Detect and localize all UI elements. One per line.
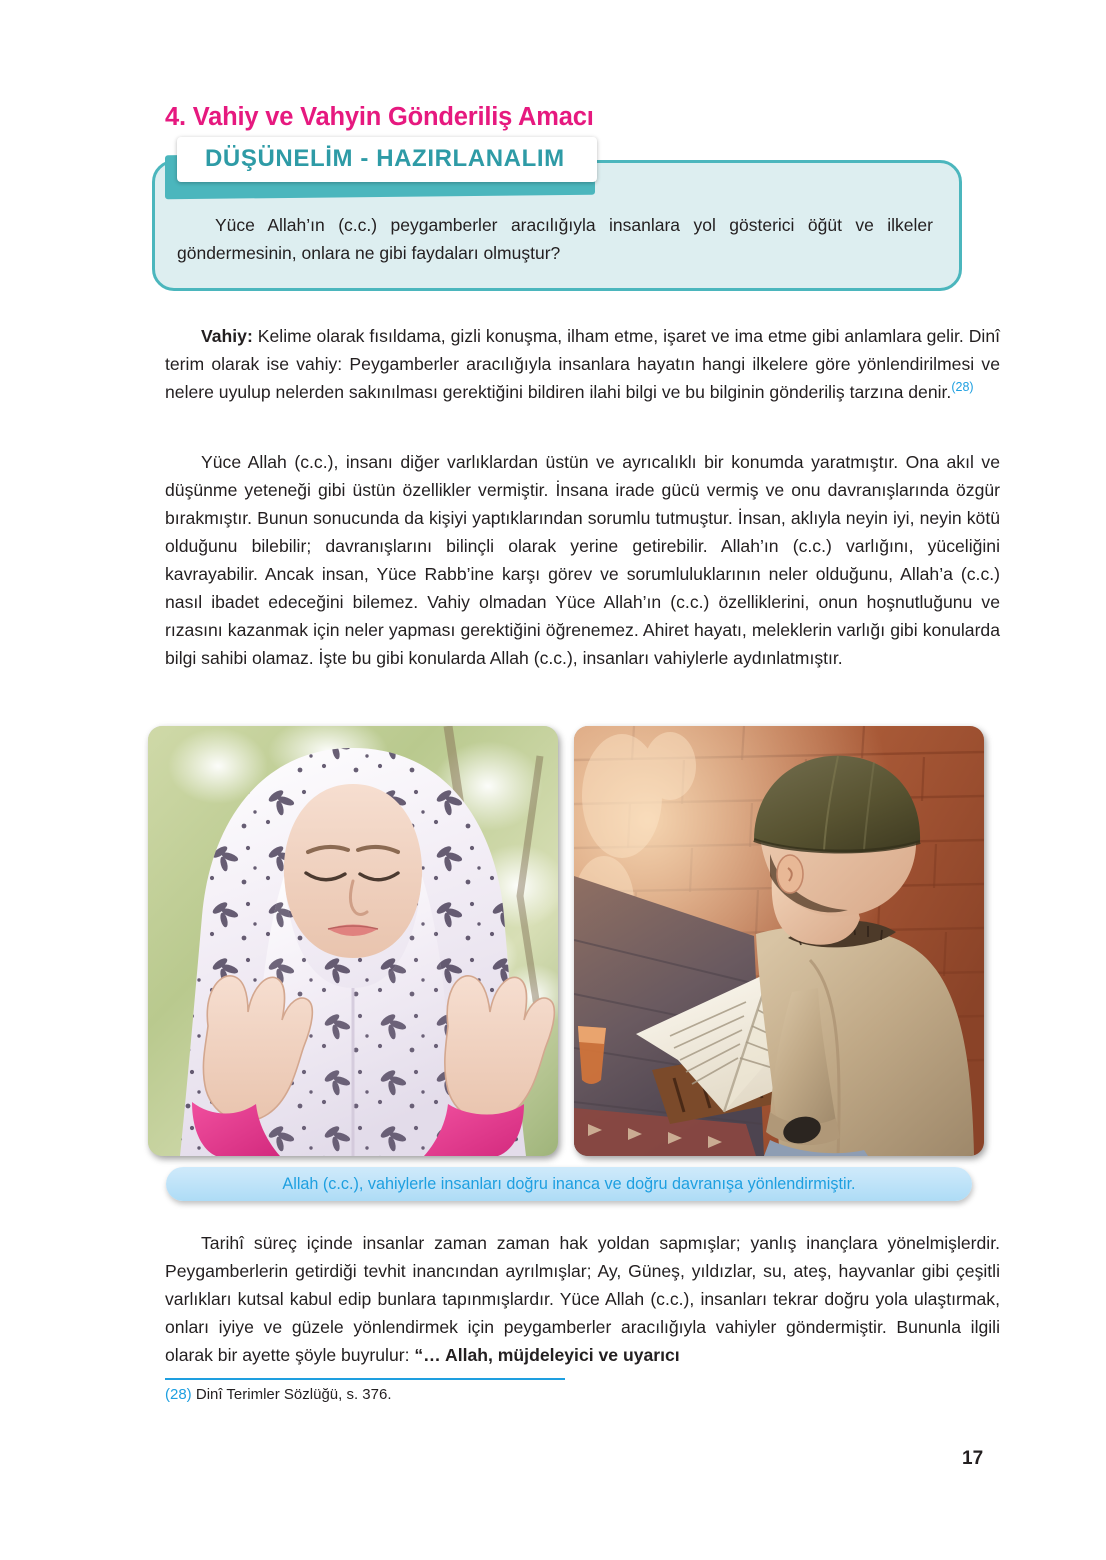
page-number: 17: [962, 1448, 984, 1469]
footnote-divider: [165, 1378, 565, 1380]
footnote-number: (28): [165, 1386, 192, 1403]
think-prepare-label-text: DÜŞÜNELİM - HAZIRLANALIM: [205, 145, 565, 172]
photo-girl-praying-graphic: [148, 726, 558, 1156]
footnote-reference-28[interactable]: (28): [951, 380, 974, 395]
photo-boy-reading-quran-graphic: [574, 726, 984, 1156]
paragraph-history-of-revelation: [165, 1229, 1000, 1369]
figure-caption-text: Allah (c.c.), vahiylerle insanları doğru inanca ve doğru davranışa yönlendirmiştir.: [282, 1174, 856, 1193]
page-title: 4. Vahiy ve Vahyin Gönderiliş Amacı: [165, 103, 594, 131]
think-prepare-box: [152, 145, 962, 291]
paragraph-3-text: Tarihî süreç içinde insanlar zaman zaman hak yoldan sapmışlar; yanlış inançlara yönelmişlerdir. Peygamberlerin getirdiği tevhit inancından ayrılmışlar; Ay, Güneş, yıldızlar, su, ateş, hayvanlar gibi çeşitli varlıkları kutsal kabul edip bunlara tapınmışlardır. Yüce Allah (c.c.), insanları tekrar doğru yola ulaştırmak, onları iyiye ve güzele yönlendirmek için peygamberler aracılığıyla vahiyler göndermiştir. Bununla ilgili olarak bir ayette şöyle buyrulur:: [165, 1233, 1000, 1366]
footnote-text: Dinî Terimler Sözlüğü, s. 376.: [191, 1386, 392, 1403]
footnote-28: [165, 1386, 392, 1403]
quranic-quote: “… Allah, müjdeleyici ve uyarıcı: [414, 1345, 680, 1366]
paragraph-vahiy-definition: [165, 322, 1000, 406]
paragraph-1-text: Kelime olarak fısıldama, gizli konuşma, ilham etme, işaret ve ima etme gibi anlamlara gelir. Dinî terim olarak ise vahiy: Peygamberler aracılığıyla insanlara hayatın hangi ilkelere göre yönlendirilmesi ve nelere uyulup nelerden sakınılması gerektiğini bildiren ilahi bilgi ve bu bilginin gönderiliş tarzına denir.: [165, 326, 1000, 403]
photo-boy-reading-quran: [574, 726, 984, 1156]
think-question-text: Yüce Allah’ın (c.c.) peygamberler aracılığıyla insanlara yol gösterici öğüt ve ilkeler göndermesinin, onlara ne gibi faydaları olmuştur?: [177, 215, 933, 264]
photo-row: [148, 726, 988, 1156]
figure-caption: [166, 1167, 972, 1201]
photo-girl-praying: [148, 726, 558, 1156]
paragraph-human-reason: Yüce Allah (c.c.), insanı diğer varlıklardan üstün ve ayrıcalıklı bir konumda yaratmıştır. Ona akıl ve düşünme yeteneği gibi üstün özellikler vermiştir. İnsana irade gücü vermiş ve onu davranışlarında özgür bırakmıştır. Bunun sonucunda da kişiyi yaptıklarından sorumlu tutmuştur. İnsan, aklıyla neyin iyi, neyin kötü olduğunu bilebilir; davranışlarını bilinçli olarak yerine getirebilir. Allah’ın (c.c.) varlığını, yüceliğini kavrayabilir. Ancak insan, Yüce Rabb’ine karşı görev ve sorumluluklarının neler olduğunu, Allah’a (c.c.) nasıl ibadet edeceğini bilemez. Vahiy olmadan Yüce Allah’ın (c.c.) özelliklerini, onun hoşnutluğunu ve rızasını kazanmak için neler yapması gerektiğini öğrenemez. Ahiret hayatı, meleklerin varlığı gibi konularda bilgi sahibi olamaz. İşte bu gibi konularda Allah (c.c.), insanları vahiylerle aydınlatmıştır.: [165, 452, 1000, 669]
term-lead-in: Vahiy:: [201, 326, 253, 346]
think-prepare-label: [177, 137, 597, 182]
